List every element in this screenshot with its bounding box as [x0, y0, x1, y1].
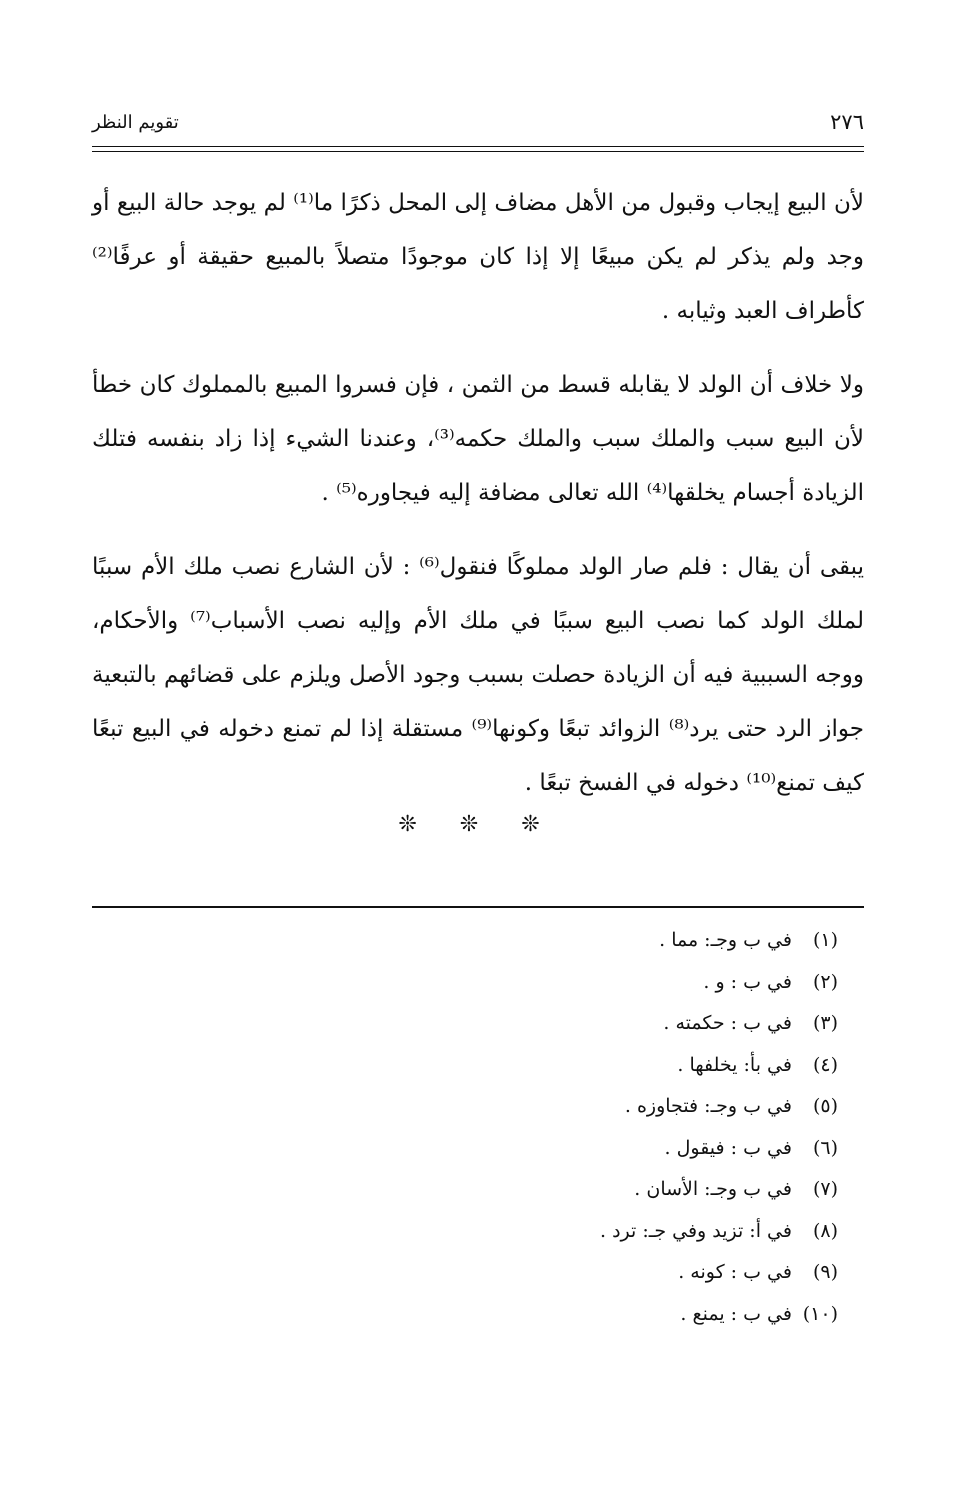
- section-ornament: ❊ ❊ ❊: [398, 812, 558, 837]
- footnote: [138, 1128, 838, 1170]
- footnote: [138, 920, 838, 962]
- footnote: [138, 1252, 838, 1294]
- paragraph: يبقى أن يقال : فلم صار الولد مملوكًا فنقول⁽⁶⁾ : لأن الشارع نصب ملك الأم سببًا لملك الولد كما نصب البيع سببًا في ملك الأم وإليه نصب الأسباب⁽⁷⁾ والأحكام، ووجه السببية فيه أن الزيادة حصلت بسبب وجود الأصل ويلزم على قضائهم بالتبعية جواز الرد حتى يرد⁽⁸⁾ الزوائد تبعًا وكونها⁽⁹⁾ مستقلة إذا لم تمنع دخوله في البيع تبعًا كيف تمنع⁽¹⁰⁾ دخوله في الفسخ تبعًا .: [92, 554, 865, 796]
- page-header: [92, 110, 864, 146]
- footnote-number: (٢): [812, 970, 838, 993]
- footnote: [138, 1211, 838, 1253]
- footnote-number: (٥): [812, 1095, 838, 1117]
- footnote-text: في ب وجـ: فتجاوزه .: [624, 1095, 792, 1117]
- footnote-number: (١): [812, 929, 838, 951]
- footnote-text: في ب وجـ: مما .: [659, 929, 792, 951]
- main-text: [92, 176, 864, 830]
- running-title: تقويم النظر: [92, 112, 179, 133]
- footnote-text: في ب : يمنع .: [680, 1302, 792, 1325]
- footnote-text: في ب : حكمته .: [663, 1012, 792, 1034]
- page-number: ٢٧٦: [830, 110, 864, 134]
- footnote-text: في ب : فيقول .: [664, 1136, 792, 1159]
- header-rule-thin: [92, 151, 864, 152]
- footnote-text: في ب وجـ: الأسان .: [634, 1178, 792, 1200]
- paragraph: ولا خلاف أن الولد لا يقابله قسط من الثمن ، فإن فسروا المبيع بالمملوك كان خطأ لأن البيع سبب والملك سبب والملك حكمه⁽³⁾، وعندنا الشيء إذا زاد بنفسه فتلك الزيادة أجسام يخلقها⁽⁴⁾ الله تعالى مضافة إليه فيجاوره⁽⁵⁾ .: [92, 372, 864, 506]
- footnote: [138, 1086, 838, 1128]
- header-rule: [92, 146, 864, 147]
- footnote: [138, 1003, 838, 1045]
- footnote-number: (٧): [812, 1178, 838, 1200]
- footnote-text: في ب : و .: [703, 970, 792, 993]
- footnote: [138, 1045, 838, 1087]
- paragraph: لأن البيع إيجاب وقبول من الأهل مضاف إلى المحل ذكرًا ما⁽¹⁾ لم يوجد حالة البيع أو وجد ولم يذكر لم يكن مبيعًا إلا إذا كان موجودًا متصلاً بالمبيع حقيقة أو عرفًا⁽²⁾ كأطراف العبد وثيابه .: [92, 190, 864, 324]
- footnote-text: في أ: تزيد وفي جـ: ترد .: [600, 1219, 792, 1242]
- footnote-number: (٨): [812, 1219, 838, 1242]
- footnotes: [138, 920, 838, 1335]
- footnote: [138, 1294, 838, 1336]
- footnote-number: (١٠): [802, 1302, 838, 1325]
- footnote-number: (٤): [812, 1053, 838, 1076]
- footnote: [138, 1169, 838, 1211]
- footnote-number: (٦): [812, 1136, 838, 1159]
- footnote: [138, 962, 838, 1004]
- footnote-number: (٩): [812, 1261, 838, 1283]
- footnote-separator: [92, 906, 864, 908]
- footnote-text: في ب : كونه .: [678, 1261, 792, 1283]
- footnote-number: (٣): [812, 1012, 838, 1034]
- footnote-text: في بأ: يخلفها .: [677, 1053, 792, 1076]
